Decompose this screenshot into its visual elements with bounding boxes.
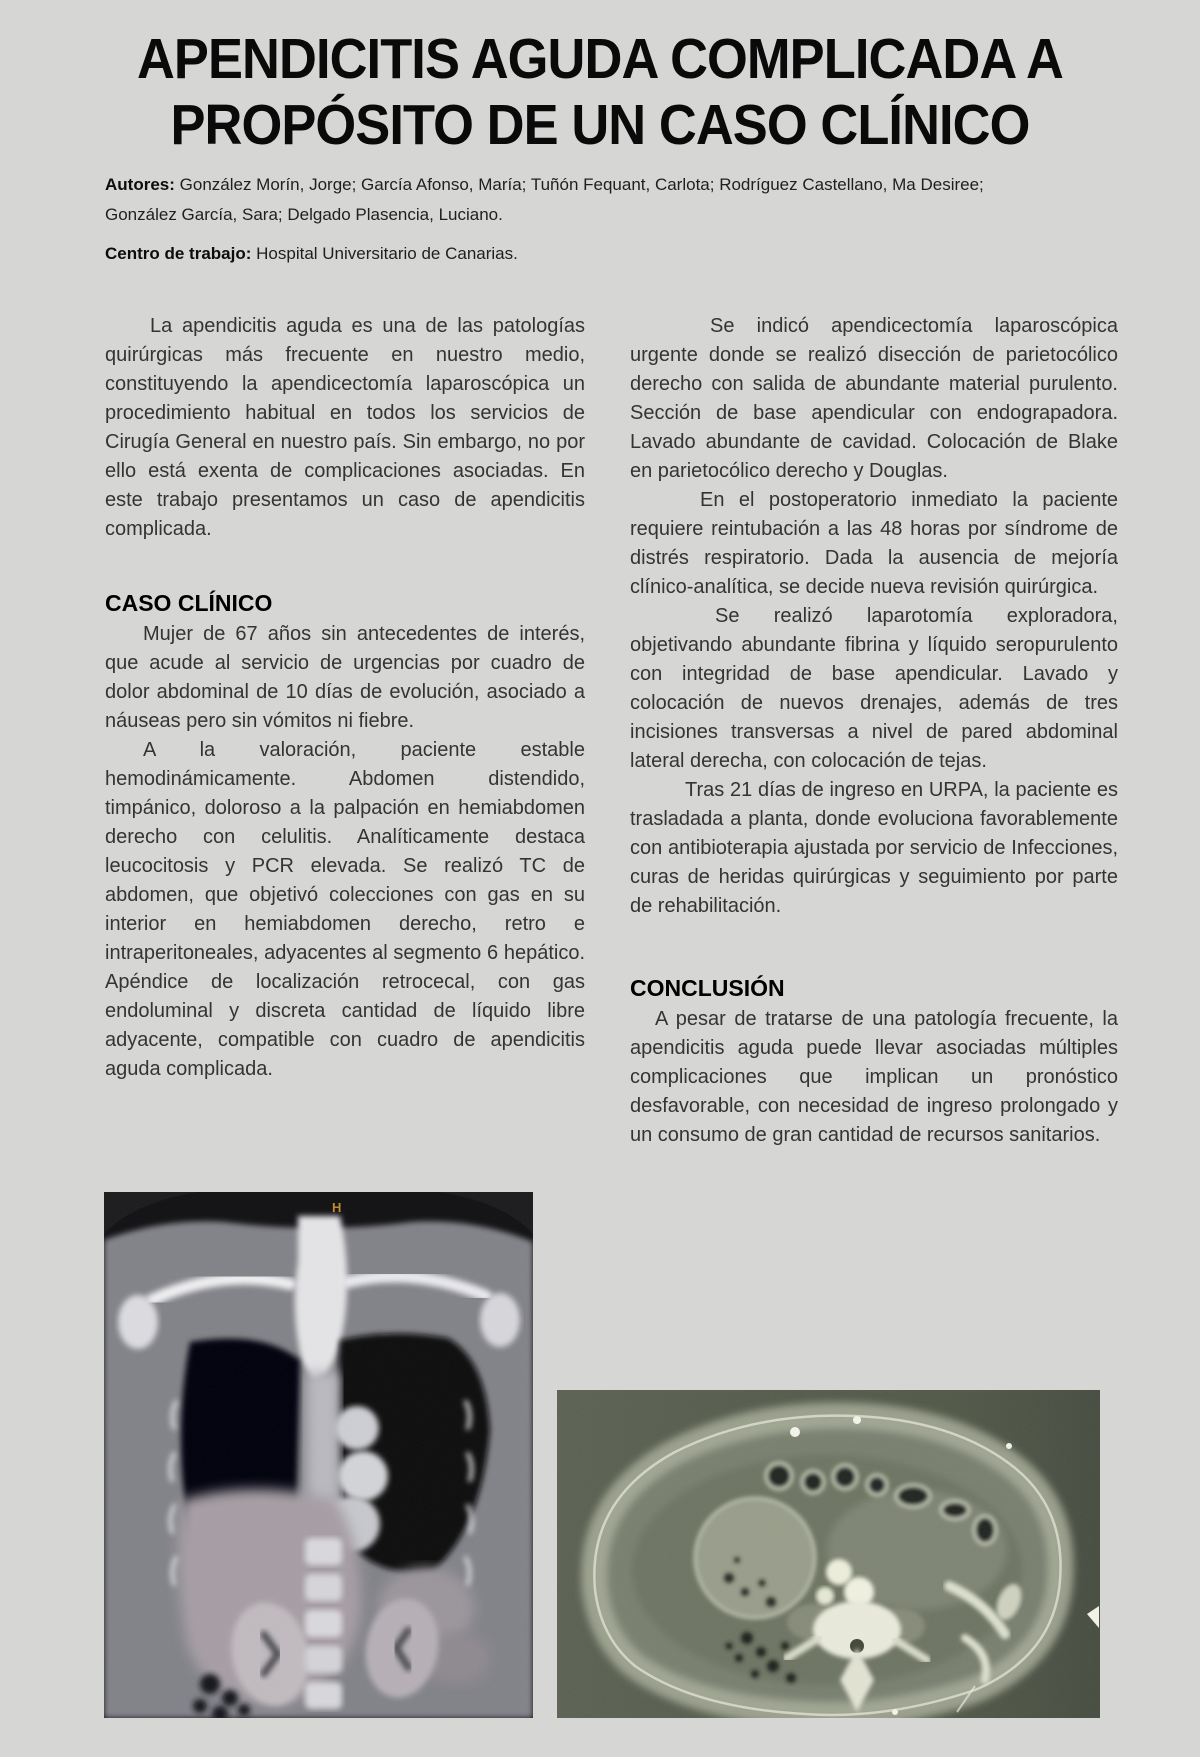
coronal-ct-image [104,1192,533,1718]
axial-ct-image [557,1390,1100,1718]
conclusion-paragraph: A pesar de tratarse de una patología frecuente, la apendicitis aguda puede llevar asociadas múltiples complicaciones que implican un pronóstico desfavorable, con necesidad de ingreso prolongado y un consumo de gran cantidad de recursos sanitarios. [630,1008,1118,1146]
authors-line [105,170,1050,230]
workplace-label: Centro de trabajo: [105,244,252,263]
conclusion-heading: CONCLUSIÓN [630,975,785,1001]
page-title [0,26,1200,158]
intro-paragraph: La apendicitis aguda es una de las patologías quirúrgicas más frecuente en nuestro medio, constituyendo la apendicectomía laparoscópica un procedimiento habitual en todos los servicios de Cirugía General en nuestro país. Sin embargo, no por ello está exenta de complicaciones asociadas. En este trabajo presentamos un caso de apendicitis complicada. [105,315,585,540]
header-meta [105,170,1050,269]
treatment-paragraph-1: Se indicó apendicectomía laparoscópica urgente donde se realizó disección de parietocólico derecho con salida de abundante material purulento. Sección de base apendicular con endograpadora. Lavado abundante de cavidad. Colocación de Blake en parietocólico derecho y Douglas. [630,315,1118,482]
case-paragraph-1: Mujer de 67 años sin antecedentes de interés, que acude al servicio de urgencias por cuadro de dolor abdominal de 10 días de evolución, asociado a náuseas pero sin vómitos ni fiebre. [105,623,585,732]
treatment-paragraph-3: Se realizó laparotomía exploradora, objetivando abundante fibrina y líquido seropurulento con integridad de base apendicular. Lavado y colocación de nuevos drenajes, además de tres incisiones transversas a nivel de pared abdominal lateral derecha, con colocación de tejas. [630,605,1118,772]
treatment-paragraph-4: Tras 21 días de ingreso en URPA, la paciente es trasladada a planta, donde evoluciona favorablemente con antibioterapia ajustada por servicio de Infecciones, curas de heridas quirúrgicas y seguimiento por parte de rehabilitación. [630,779,1118,917]
workplace-text: Hospital Universitario de Canarias. [256,244,518,263]
authors-label: Autores: [105,175,175,194]
case-paragraph-2: A la valoración, paciente estable hemodinámicamente. Abdomen distendido, timpánico, doloroso a la palpación en hemiabdomen derecho con celulitis. Analíticamente destaca leucocitosis y PCR elevada. Se realizó TC de abdomen, que objetivó colecciones con gas en su interior en hemiabdomen derecho, retro e intraperitoneales, adyacentes al segmento 6 hepático. Apéndice de localización retrocecal, con gas endoluminal y discreta cantidad de líquido libre adyacente, compatible con cuadro de apendicitis aguda complicada. [105,739,585,1080]
title-line-1: APENDICITIS AGUDA COMPLICADA A [136,27,1064,91]
right-column [630,312,1118,1150]
title-line-2: PROPÓSITO DE UN CASO CLÍNICO [170,93,1030,157]
workplace-line [105,239,1050,269]
axial-ct-graphic [557,1390,1100,1718]
coronal-ct-graphic [104,1192,533,1718]
authors-text: González Morín, Jorge; García Afonso, María; Tuñón Fequant, Carlota; Rodríguez Castellano, Ma Desiree; González García, Sara; Delgado Plasencia, Luciano. [105,175,984,224]
treatment-paragraph-2: En el postoperatorio inmediato la paciente requiere reintubación a las 48 horas por síndrome de distrés respiratorio. Dada la ausencia de mejoría clínico-analítica, se decide nueva revisión quirúrgica. [630,489,1118,598]
case-heading: CASO CLÍNICO [105,590,273,616]
left-column [105,312,585,1084]
